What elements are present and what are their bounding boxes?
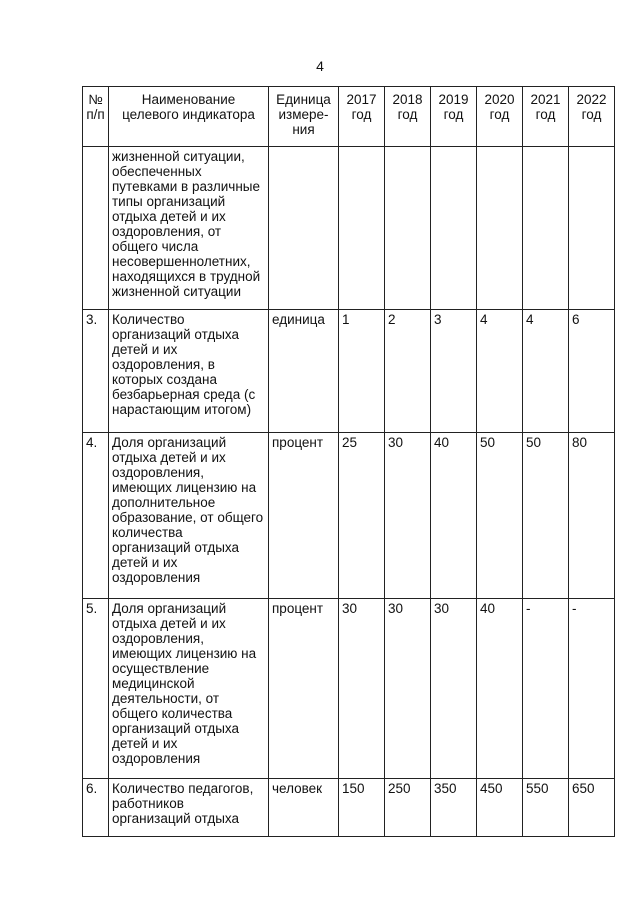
row-value: 350 <box>431 779 477 837</box>
header-year: 2020 год <box>477 87 523 147</box>
row-unit <box>269 147 339 310</box>
row-value: 4 <box>477 310 523 433</box>
row-value <box>385 147 431 310</box>
row-value: 80 <box>569 433 615 599</box>
row-value: 30 <box>431 599 477 779</box>
row-num: 3. <box>83 310 109 433</box>
table-row <box>83 779 615 837</box>
indicators-table <box>82 86 615 837</box>
row-name: Доля организаций отдыха детей и их оздоровления, имеющих лицензию на дополнительное образование, от общего количества организаций отдыха детей и их оздоровления <box>109 433 269 599</box>
row-name: Количество педагогов, работников организаций отдыха <box>109 779 269 837</box>
row-value <box>523 147 569 310</box>
row-name: Доля организаций отдыха детей и их оздоровления, имеющих лицензию на осуществление медицинской деятельности, от общего количества организаций отдыха детей и их оздоровления <box>109 599 269 779</box>
header-name: Наименование целевого индикатора <box>109 87 269 147</box>
row-unit: процент <box>269 599 339 779</box>
row-value: 550 <box>523 779 569 837</box>
row-value: 40 <box>431 433 477 599</box>
table-row <box>83 147 615 310</box>
header-year: 2018 год <box>385 87 431 147</box>
row-value: 450 <box>477 779 523 837</box>
header-num: № п/п <box>83 87 109 147</box>
row-value <box>477 147 523 310</box>
row-name: Количество организаций отдыха детей и их оздоровления, в которых создана безбарьерная среда (с нарастающим итогом) <box>109 310 269 433</box>
row-value <box>431 147 477 310</box>
row-num <box>83 147 109 310</box>
row-name: жизненной ситуации, обеспеченных путевками в различные типы организаций отдыха детей и их оздоровления, от общего числа несовершеннолетних, находящихся в трудной жизненной ситуации <box>109 147 269 310</box>
row-num: 5. <box>83 599 109 779</box>
row-value: 250 <box>385 779 431 837</box>
row-value: 1 <box>339 310 385 433</box>
row-value: 50 <box>477 433 523 599</box>
row-value: - <box>523 599 569 779</box>
row-value: 3 <box>431 310 477 433</box>
header-year: 2019 год <box>431 87 477 147</box>
row-value: 30 <box>385 433 431 599</box>
header-unit: Единица измере-ния <box>269 87 339 147</box>
row-value: 150 <box>339 779 385 837</box>
table-row <box>83 310 615 433</box>
row-value: 30 <box>385 599 431 779</box>
row-unit: единица <box>269 310 339 433</box>
row-num: 4. <box>83 433 109 599</box>
header-year: 2022 год <box>569 87 615 147</box>
row-value: 6 <box>569 310 615 433</box>
row-value: 25 <box>339 433 385 599</box>
row-num: 6. <box>83 779 109 837</box>
row-value <box>339 147 385 310</box>
table-row <box>83 599 615 779</box>
page-number: 4 <box>316 58 324 74</box>
row-value: 40 <box>477 599 523 779</box>
row-value: 2 <box>385 310 431 433</box>
header-year: 2017 год <box>339 87 385 147</box>
row-value: 650 <box>569 779 615 837</box>
row-value: 50 <box>523 433 569 599</box>
row-unit: процент <box>269 433 339 599</box>
row-value: 4 <box>523 310 569 433</box>
row-value: - <box>569 599 615 779</box>
header-row <box>83 87 615 147</box>
row-value <box>569 147 615 310</box>
row-value: 30 <box>339 599 385 779</box>
header-year: 2021 год <box>523 87 569 147</box>
table-row <box>83 433 615 599</box>
row-unit: человек <box>269 779 339 837</box>
